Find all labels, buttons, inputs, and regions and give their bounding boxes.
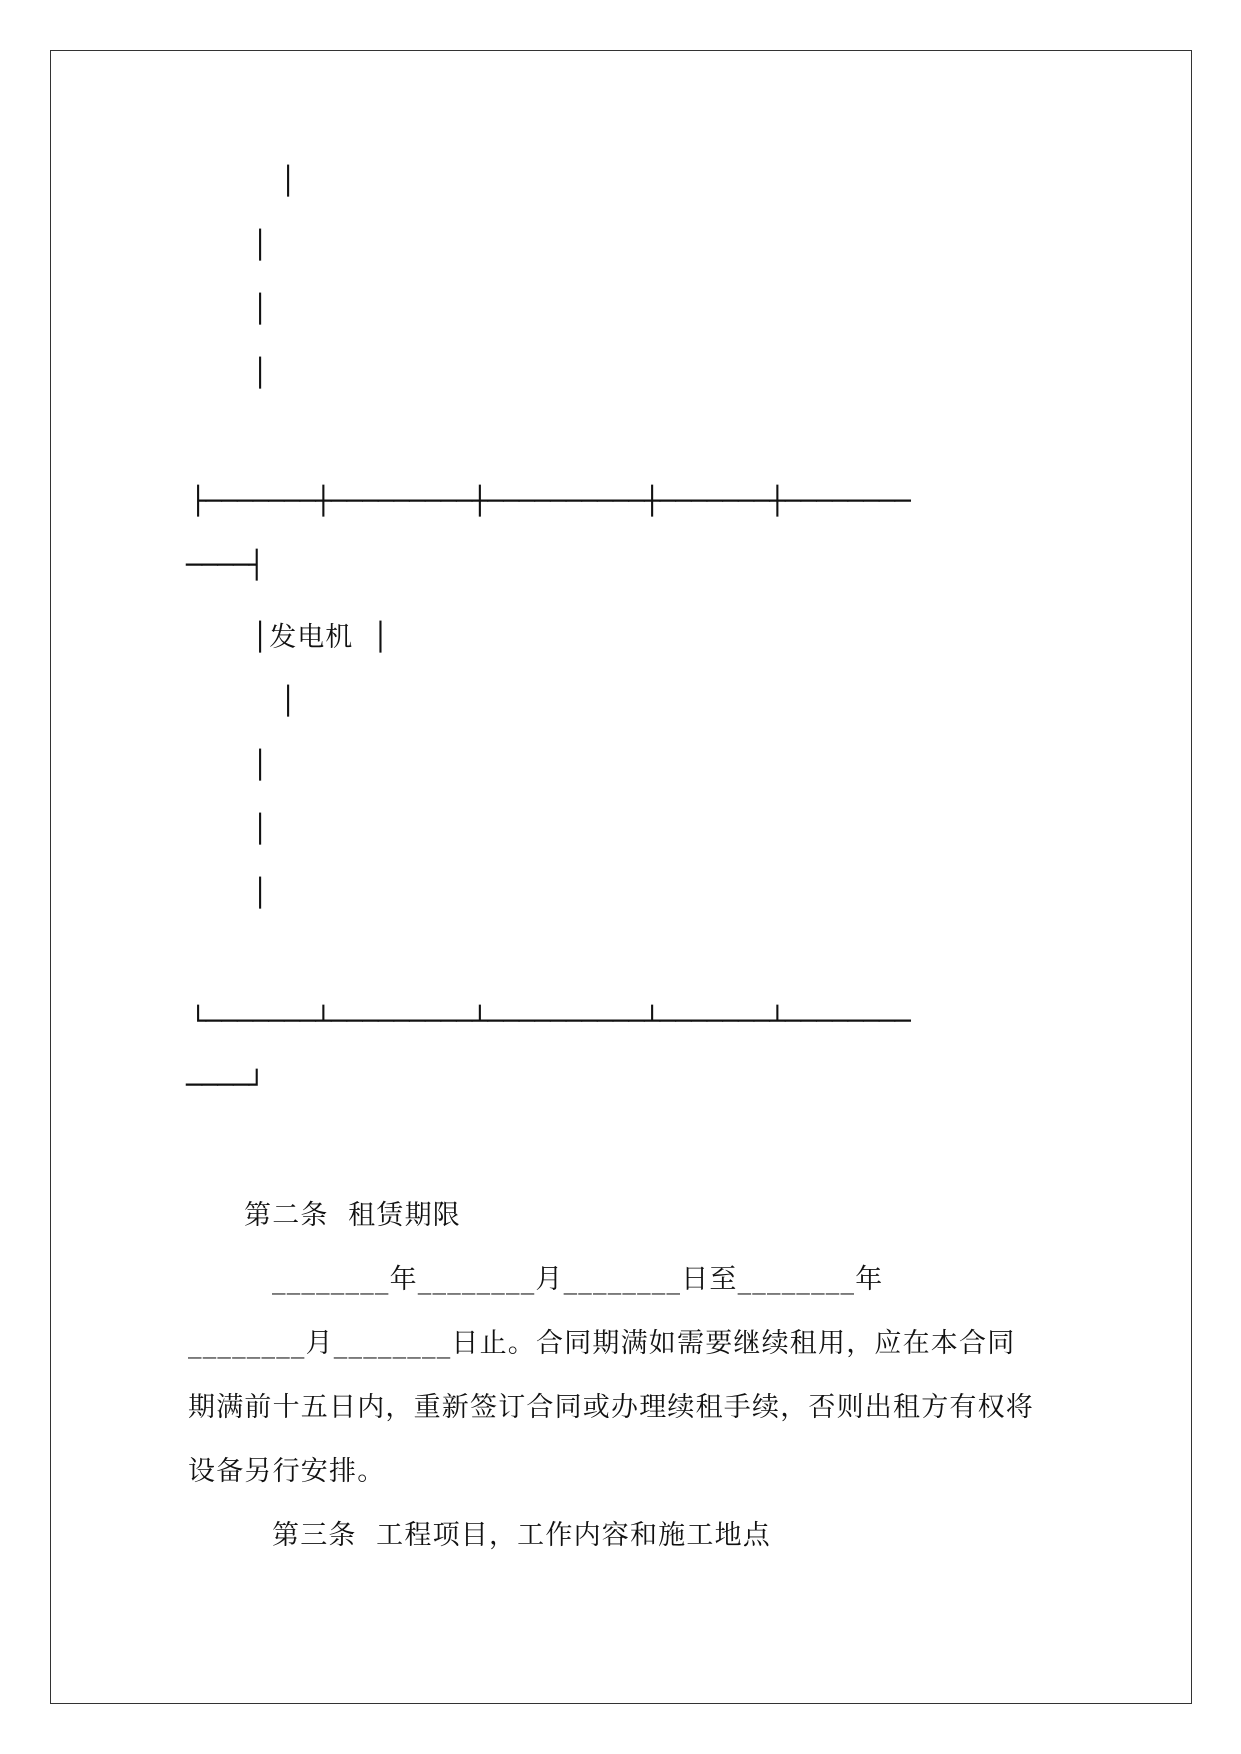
article-2-line-3: 期满前十五日内，重新签订合同或办理续租手续，否则出租方有权将 [188, 1392, 1034, 1423]
table-bar: │ [252, 878, 270, 909]
table-divider-top: ├───────┼─────────┼──────────┼───────┼──────── [190, 486, 911, 517]
article-2-line-2: ________月________日止。合同期满如需要继续租用，应在本合同 [188, 1328, 1016, 1359]
generator-row: │发电机 │ [252, 622, 390, 653]
article-3-heading: 第三条 工程项目，工作内容和施工地点 [272, 1520, 771, 1551]
table-divider-bottom: └───────┴─────────┴──────────┴───────┴──────── [190, 1006, 911, 1037]
article-2-line-1: ________年________月________日至________年 [272, 1264, 884, 1295]
table-bar: │ [280, 686, 298, 717]
article-2-line-4: 设备另行安排。 [188, 1456, 386, 1487]
table-divider-bottom-end: ────┘ [186, 1070, 265, 1101]
table-bar: │ [252, 230, 270, 261]
article-2-heading: 第二条 租赁期限 [244, 1200, 461, 1231]
table-bar: │ [252, 814, 270, 845]
table-bar: │ [252, 358, 270, 389]
table-bar: │ [252, 750, 270, 781]
table-divider-top-end: ────┤ [186, 550, 265, 581]
table-bar: │ [280, 166, 298, 197]
table-bar: │ [252, 294, 270, 325]
